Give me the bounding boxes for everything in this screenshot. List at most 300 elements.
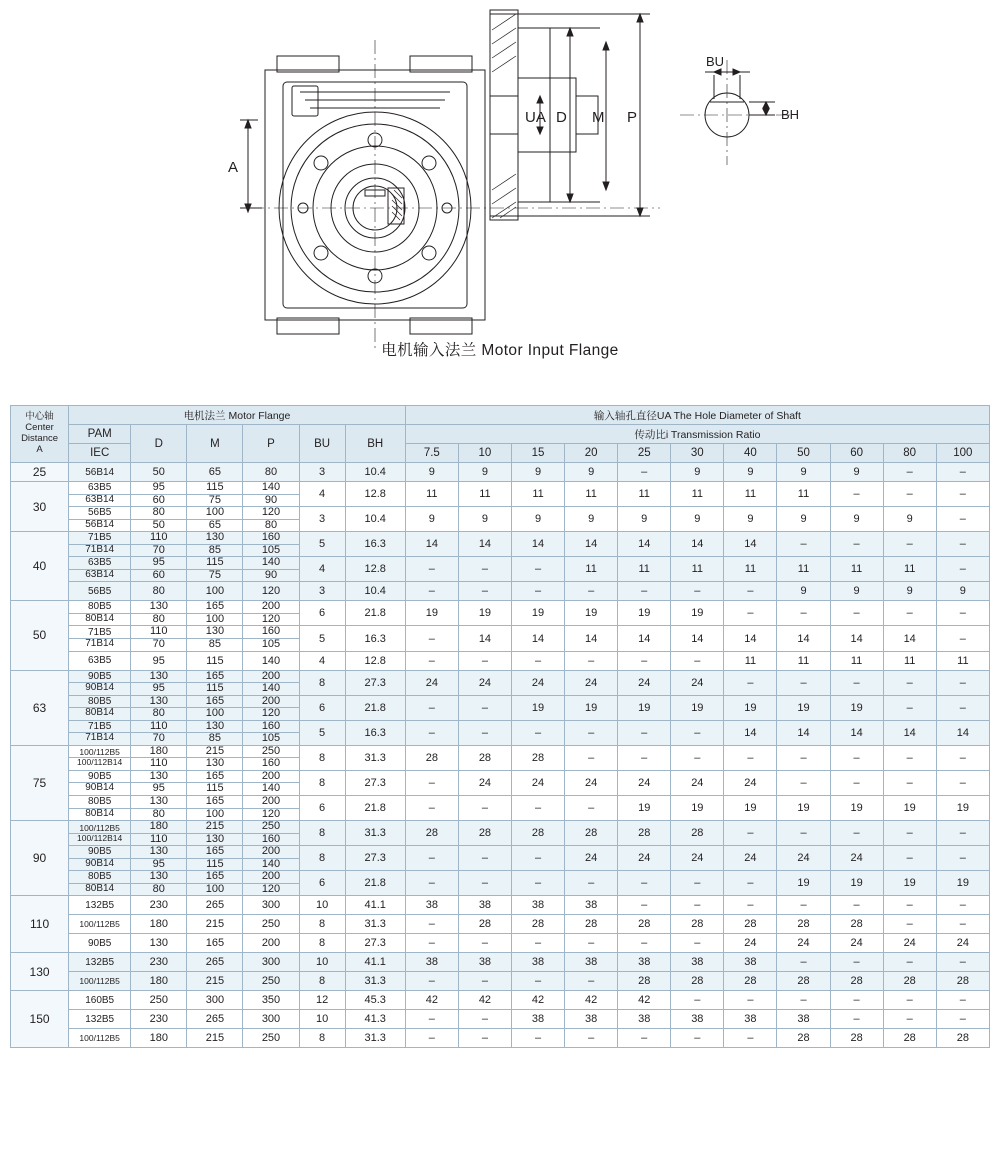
header-hole-diameter: 输入轴孔直径UA The Hole Diameter of Shaft	[405, 406, 989, 425]
cell-ua-100: –	[936, 463, 989, 482]
cell-P: 200 120	[243, 695, 299, 720]
cell-BH: 10.4	[345, 463, 405, 482]
cell-ua-40: –	[724, 670, 777, 695]
cell-ua-7.5: –	[405, 1010, 458, 1029]
cell-ua-10: –	[458, 1010, 511, 1029]
cell-iec: 100/112B5	[69, 1029, 131, 1048]
header-ratio-60: 60	[830, 444, 883, 463]
cell-ua-80: 24	[883, 934, 936, 953]
table-row	[11, 601, 990, 626]
cell-ua-40: –	[724, 991, 777, 1010]
cell-ua-20: –	[565, 972, 618, 991]
cell-M: 165 115	[187, 846, 243, 871]
cell-iec: 80B5 80B14	[69, 601, 131, 626]
cell-BH: 21.8	[345, 871, 405, 896]
cell-ua-40: 24	[724, 846, 777, 871]
cell-ua-80: 9	[883, 507, 936, 532]
cell-D: 230	[131, 896, 187, 915]
cell-ua-30: 28	[671, 821, 724, 846]
cell-BU: 8	[299, 1029, 345, 1048]
header-BU: BU	[299, 425, 345, 463]
cell-BU: 5	[299, 532, 345, 557]
cell-ua-7.5: 28	[405, 745, 458, 770]
cell-ua-7.5: 38	[405, 953, 458, 972]
cell-ua-15: 9	[511, 463, 564, 482]
cell-ua-10: –	[458, 695, 511, 720]
cell-ua-15: 19	[511, 601, 564, 626]
motor-flange-spec-table	[10, 405, 990, 1048]
cell-ua-40: 19	[724, 796, 777, 821]
cell-iec: 132B5	[69, 953, 131, 972]
cell-ua-20: –	[565, 1029, 618, 1048]
cell-M: 115	[187, 651, 243, 670]
cell-ua-7.5: 38	[405, 896, 458, 915]
cell-ua-25: 42	[618, 991, 671, 1010]
cell-iec: 90B5 90B14	[69, 670, 131, 695]
cell-iec: 100/112B5 100/112B14	[69, 745, 131, 770]
cell-ua-40: 28	[724, 972, 777, 991]
cell-ua-100: 28	[936, 972, 989, 991]
cell-ua-40: 11	[724, 557, 777, 582]
cell-ua-100: –	[936, 915, 989, 934]
cell-P: 120 80	[243, 507, 299, 532]
cell-ua-100: –	[936, 507, 989, 532]
cell-ua-30: 14	[671, 532, 724, 557]
cell-BU: 8	[299, 670, 345, 695]
cell-D: 130 95	[131, 670, 187, 695]
cell-ua-25: 24	[618, 770, 671, 795]
header-ratio-25: 25	[618, 444, 671, 463]
cell-iec: 90B5 90B14	[69, 770, 131, 795]
cell-ua-7.5: 11	[405, 482, 458, 507]
cell-M: 165	[187, 934, 243, 953]
cell-D: 95	[131, 651, 187, 670]
cell-ua-50: 9	[777, 507, 830, 532]
cell-ua-20: –	[565, 934, 618, 953]
cell-ua-60: –	[830, 953, 883, 972]
cell-BH: 27.3	[345, 770, 405, 795]
cell-BH: 21.8	[345, 601, 405, 626]
cell-ua-60: 28	[830, 915, 883, 934]
cell-ua-50: 28	[777, 1029, 830, 1048]
cell-ua-60: 14	[830, 626, 883, 651]
cell-ua-7.5: 14	[405, 532, 458, 557]
cell-BU: 8	[299, 770, 345, 795]
cell-P: 160 105	[243, 532, 299, 557]
cell-ua-80: 11	[883, 557, 936, 582]
cell-ua-60: 19	[830, 871, 883, 896]
cell-ua-60: –	[830, 821, 883, 846]
header-P: P	[243, 425, 299, 463]
cell-P: 140 90	[243, 482, 299, 507]
cell-P: 140 90	[243, 557, 299, 582]
cell-M: 215	[187, 1029, 243, 1048]
cell-ua-20: 38	[565, 896, 618, 915]
cell-ua-10: –	[458, 796, 511, 821]
cell-ua-7.5: –	[405, 770, 458, 795]
cell-ua-10: 28	[458, 745, 511, 770]
cell-ua-40: 14	[724, 626, 777, 651]
cell-M: 165 100	[187, 695, 243, 720]
cell-ua-25: –	[618, 1029, 671, 1048]
cell-ua-60: –	[830, 670, 883, 695]
cell-ua-30: 24	[671, 670, 724, 695]
cell-ua-20: 9	[565, 507, 618, 532]
cell-ua-60: 28	[830, 972, 883, 991]
cell-ua-80: 19	[883, 796, 936, 821]
cell-D: 80	[131, 582, 187, 601]
cell-iec: 90B5	[69, 934, 131, 953]
table-row	[11, 670, 990, 695]
cell-BH: 10.4	[345, 582, 405, 601]
cell-ua-80: –	[883, 601, 936, 626]
cell-iec: 100/112B5 100/112B14	[69, 821, 131, 846]
cell-ua-20: 24	[565, 670, 618, 695]
cell-ua-40: 11	[724, 482, 777, 507]
cell-ua-7.5: 42	[405, 991, 458, 1010]
cell-iec: 160B5	[69, 991, 131, 1010]
cell-ua-15: 11	[511, 482, 564, 507]
cell-ua-40: –	[724, 601, 777, 626]
cell-ua-50: –	[777, 953, 830, 972]
cell-M: 265	[187, 953, 243, 972]
cell-ua-30: 38	[671, 1010, 724, 1029]
cell-ua-100: –	[936, 821, 989, 846]
cell-ua-25: 9	[618, 507, 671, 532]
cell-ua-80: –	[883, 482, 936, 507]
cell-ua-60: 9	[830, 582, 883, 601]
cell-ua-100: 11	[936, 651, 989, 670]
cell-D: 250	[131, 991, 187, 1010]
cell-ua-10: –	[458, 846, 511, 871]
cell-ua-50: 19	[777, 796, 830, 821]
cell-iec: 56B5	[69, 582, 131, 601]
cell-ua-30: 9	[671, 507, 724, 532]
cell-ua-10: 11	[458, 482, 511, 507]
cell-ua-100: –	[936, 557, 989, 582]
cell-ua-10: 9	[458, 507, 511, 532]
cell-ua-25: –	[618, 934, 671, 953]
cell-P: 160 105	[243, 720, 299, 745]
cell-D: 130 95	[131, 770, 187, 795]
cell-ua-50: 28	[777, 972, 830, 991]
cell-ua-20: 24	[565, 846, 618, 871]
cell-ua-30: 9	[671, 463, 724, 482]
dimension-label-UA: UA	[525, 109, 546, 126]
cell-ua-60: –	[830, 482, 883, 507]
spec-table-container	[10, 405, 990, 1048]
cell-ua-30: 11	[671, 482, 724, 507]
cell-ua-80: –	[883, 670, 936, 695]
cell-ua-15: 38	[511, 896, 564, 915]
cell-ua-25: 28	[618, 915, 671, 934]
cell-D: 95 60	[131, 482, 187, 507]
cell-ua-25: 14	[618, 626, 671, 651]
cell-ua-30: 24	[671, 770, 724, 795]
cell-D: 110 70	[131, 626, 187, 651]
table-row	[11, 695, 990, 720]
cell-ua-80: 9	[883, 582, 936, 601]
table-header-row-1	[11, 406, 990, 425]
cell-BU: 3	[299, 507, 345, 532]
cell-ua-80: –	[883, 532, 936, 557]
cell-iec: 63B5 63B14	[69, 557, 131, 582]
table-row	[11, 871, 990, 896]
cell-ua-20: 38	[565, 953, 618, 972]
cell-ua-40: 19	[724, 695, 777, 720]
dimension-label-BU: BU	[706, 54, 725, 69]
cell-ua-7.5: 9	[405, 507, 458, 532]
cell-ua-30: 19	[671, 601, 724, 626]
cell-ua-25: 11	[618, 482, 671, 507]
cell-ua-25: 19	[618, 695, 671, 720]
cell-ua-15: 24	[511, 770, 564, 795]
cell-iec: 132B5	[69, 896, 131, 915]
header-ratio-80: 80	[883, 444, 936, 463]
cell-ua-10: 24	[458, 770, 511, 795]
cell-ua-30: 19	[671, 695, 724, 720]
cell-ua-50: 38	[777, 1010, 830, 1029]
cell-ua-7.5: 24	[405, 670, 458, 695]
table-row	[11, 1010, 990, 1029]
cell-BU: 4	[299, 651, 345, 670]
table-row	[11, 557, 990, 582]
cell-BU: 8	[299, 745, 345, 770]
header-ratio-100: 100	[936, 444, 989, 463]
header-ratio-50: 50	[777, 444, 830, 463]
cell-ua-10: 14	[458, 532, 511, 557]
cell-ua-30: –	[671, 1029, 724, 1048]
cell-ua-50: 19	[777, 871, 830, 896]
cell-iec: 100/112B5	[69, 915, 131, 934]
cell-ua-60: –	[830, 532, 883, 557]
cell-ua-40: 14	[724, 532, 777, 557]
cell-D: 110 70	[131, 532, 187, 557]
cell-ua-100: –	[936, 695, 989, 720]
cell-ua-25: –	[618, 896, 671, 915]
cell-ua-15: 9	[511, 507, 564, 532]
cell-ua-60: 14	[830, 720, 883, 745]
cell-ua-25: 38	[618, 953, 671, 972]
cell-ua-50: 14	[777, 720, 830, 745]
cell-ua-15: –	[511, 934, 564, 953]
header-M: M	[187, 425, 243, 463]
cell-M: 165 100	[187, 871, 243, 896]
table-row	[11, 770, 990, 795]
cell-M: 165 115	[187, 670, 243, 695]
cell-ua-60: 11	[830, 557, 883, 582]
table-row	[11, 651, 990, 670]
cell-ua-25: 19	[618, 796, 671, 821]
cell-center-distance: 40	[11, 532, 69, 601]
cell-iec: 71B5 71B14	[69, 626, 131, 651]
cell-D: 180 110	[131, 821, 187, 846]
header-ratio-40: 40	[724, 444, 777, 463]
cell-ua-80: –	[883, 896, 936, 915]
cell-ua-40: –	[724, 871, 777, 896]
table-row	[11, 582, 990, 601]
cell-ua-20: 11	[565, 557, 618, 582]
header-D: D	[131, 425, 187, 463]
cell-ua-10: 9	[458, 463, 511, 482]
cell-ua-7.5: 28	[405, 821, 458, 846]
cell-ua-60: –	[830, 896, 883, 915]
cell-BH: 27.3	[345, 670, 405, 695]
cell-P: 250 160	[243, 821, 299, 846]
cell-ua-100: 28	[936, 1029, 989, 1048]
header-center-distance: 中心轴 Center Distance A	[11, 406, 69, 463]
cell-ua-15: –	[511, 846, 564, 871]
technical-drawing	[0, 0, 1000, 380]
cell-P: 160 105	[243, 626, 299, 651]
cell-D: 130 95	[131, 846, 187, 871]
cell-M: 165 100	[187, 601, 243, 626]
header-transmission-ratio: 传动比i Transmission Ratio	[405, 425, 989, 444]
cell-D: 180	[131, 972, 187, 991]
cell-ua-7.5: –	[405, 720, 458, 745]
cell-ua-25: 19	[618, 601, 671, 626]
header-ratio-10: 10	[458, 444, 511, 463]
cell-ua-50: –	[777, 745, 830, 770]
cell-ua-100: –	[936, 532, 989, 557]
cell-BH: 31.3	[345, 915, 405, 934]
table-row	[11, 821, 990, 846]
cell-ua-7.5: –	[405, 915, 458, 934]
cell-ua-50: –	[777, 601, 830, 626]
cell-ua-10: 28	[458, 821, 511, 846]
cell-ua-50: –	[777, 821, 830, 846]
cell-ua-20: 42	[565, 991, 618, 1010]
cell-ua-60: –	[830, 745, 883, 770]
cell-ua-40: –	[724, 745, 777, 770]
cell-ua-7.5: –	[405, 796, 458, 821]
cell-ua-50: 11	[777, 651, 830, 670]
cell-BH: 12.8	[345, 482, 405, 507]
cell-BU: 4	[299, 482, 345, 507]
cell-P: 300	[243, 1010, 299, 1029]
table-row	[11, 796, 990, 821]
cell-BH: 21.8	[345, 695, 405, 720]
cell-BU: 10	[299, 1010, 345, 1029]
cell-ua-15: 28	[511, 745, 564, 770]
header-ratio-20: 20	[565, 444, 618, 463]
cell-ua-60: 24	[830, 846, 883, 871]
cell-ua-100: –	[936, 482, 989, 507]
cell-ua-50: 9	[777, 463, 830, 482]
cell-ua-20: 14	[565, 532, 618, 557]
cell-M: 265	[187, 1010, 243, 1029]
cell-ua-30: 28	[671, 915, 724, 934]
cell-ua-20: 19	[565, 601, 618, 626]
cell-iec: 63B5 63B14	[69, 482, 131, 507]
cell-ua-10: –	[458, 651, 511, 670]
cell-ua-7.5: –	[405, 695, 458, 720]
cell-ua-100: 9	[936, 582, 989, 601]
cell-M: 165 100	[187, 796, 243, 821]
cell-ua-25: 11	[618, 557, 671, 582]
cell-ua-30: –	[671, 720, 724, 745]
cell-P: 300	[243, 953, 299, 972]
cell-ua-25: 24	[618, 670, 671, 695]
table-row	[11, 934, 990, 953]
cell-iec: 80B5 80B14	[69, 796, 131, 821]
cell-BU: 8	[299, 821, 345, 846]
cell-ua-20: 11	[565, 482, 618, 507]
cell-P: 200	[243, 934, 299, 953]
cell-ua-10: –	[458, 972, 511, 991]
cell-D: 130	[131, 934, 187, 953]
cell-ua-15: –	[511, 720, 564, 745]
cell-center-distance: 130	[11, 953, 69, 991]
cell-ua-100: –	[936, 601, 989, 626]
cell-BU: 6	[299, 871, 345, 896]
cell-BH: 41.1	[345, 896, 405, 915]
cell-ua-15: –	[511, 796, 564, 821]
cell-ua-100: 19	[936, 796, 989, 821]
cell-M: 65	[187, 463, 243, 482]
cell-D: 130 80	[131, 601, 187, 626]
cell-ua-15: 28	[511, 821, 564, 846]
cell-iec: 80B5 80B14	[69, 871, 131, 896]
header-pam: PAM	[69, 425, 131, 444]
cell-M: 215 130	[187, 745, 243, 770]
cell-ua-7.5: –	[405, 1029, 458, 1048]
cell-D: 110 70	[131, 720, 187, 745]
cell-ua-50: 24	[777, 846, 830, 871]
dimension-label-A: A	[228, 159, 239, 176]
cell-ua-30: 11	[671, 557, 724, 582]
cell-BH: 16.3	[345, 720, 405, 745]
cell-ua-7.5: 19	[405, 601, 458, 626]
cell-ua-100: –	[936, 770, 989, 795]
cell-P: 200 140	[243, 770, 299, 795]
cell-ua-7.5: –	[405, 934, 458, 953]
cell-ua-20: –	[565, 651, 618, 670]
cell-ua-15: 28	[511, 915, 564, 934]
cell-ua-100: –	[936, 745, 989, 770]
cell-ua-10: 28	[458, 915, 511, 934]
cell-M: 115 75	[187, 557, 243, 582]
cell-ua-50: 11	[777, 557, 830, 582]
cell-BH: 10.4	[345, 507, 405, 532]
table-row	[11, 1029, 990, 1048]
table-row	[11, 745, 990, 770]
cell-D: 130 80	[131, 695, 187, 720]
cell-ua-10: –	[458, 871, 511, 896]
cell-ua-25: 28	[618, 972, 671, 991]
cell-ua-7.5: –	[405, 871, 458, 896]
cell-BU: 4	[299, 557, 345, 582]
header-ratio-30: 30	[671, 444, 724, 463]
cell-ua-80: –	[883, 695, 936, 720]
cell-ua-15: –	[511, 1029, 564, 1048]
dimension-label-M: M	[592, 109, 605, 126]
cell-ua-30: 24	[671, 846, 724, 871]
table-row	[11, 972, 990, 991]
cell-M: 130 85	[187, 626, 243, 651]
cell-iec: 56B5 56B14	[69, 507, 131, 532]
cell-ua-25: 14	[618, 532, 671, 557]
cell-ua-40: 28	[724, 915, 777, 934]
cell-ua-100: 14	[936, 720, 989, 745]
cell-ua-50: –	[777, 896, 830, 915]
cell-M: 215	[187, 972, 243, 991]
cell-ua-40: –	[724, 896, 777, 915]
cell-ua-100: –	[936, 846, 989, 871]
cell-center-distance: 63	[11, 670, 69, 745]
cell-ua-25: 38	[618, 1010, 671, 1029]
cell-ua-7.5: –	[405, 846, 458, 871]
